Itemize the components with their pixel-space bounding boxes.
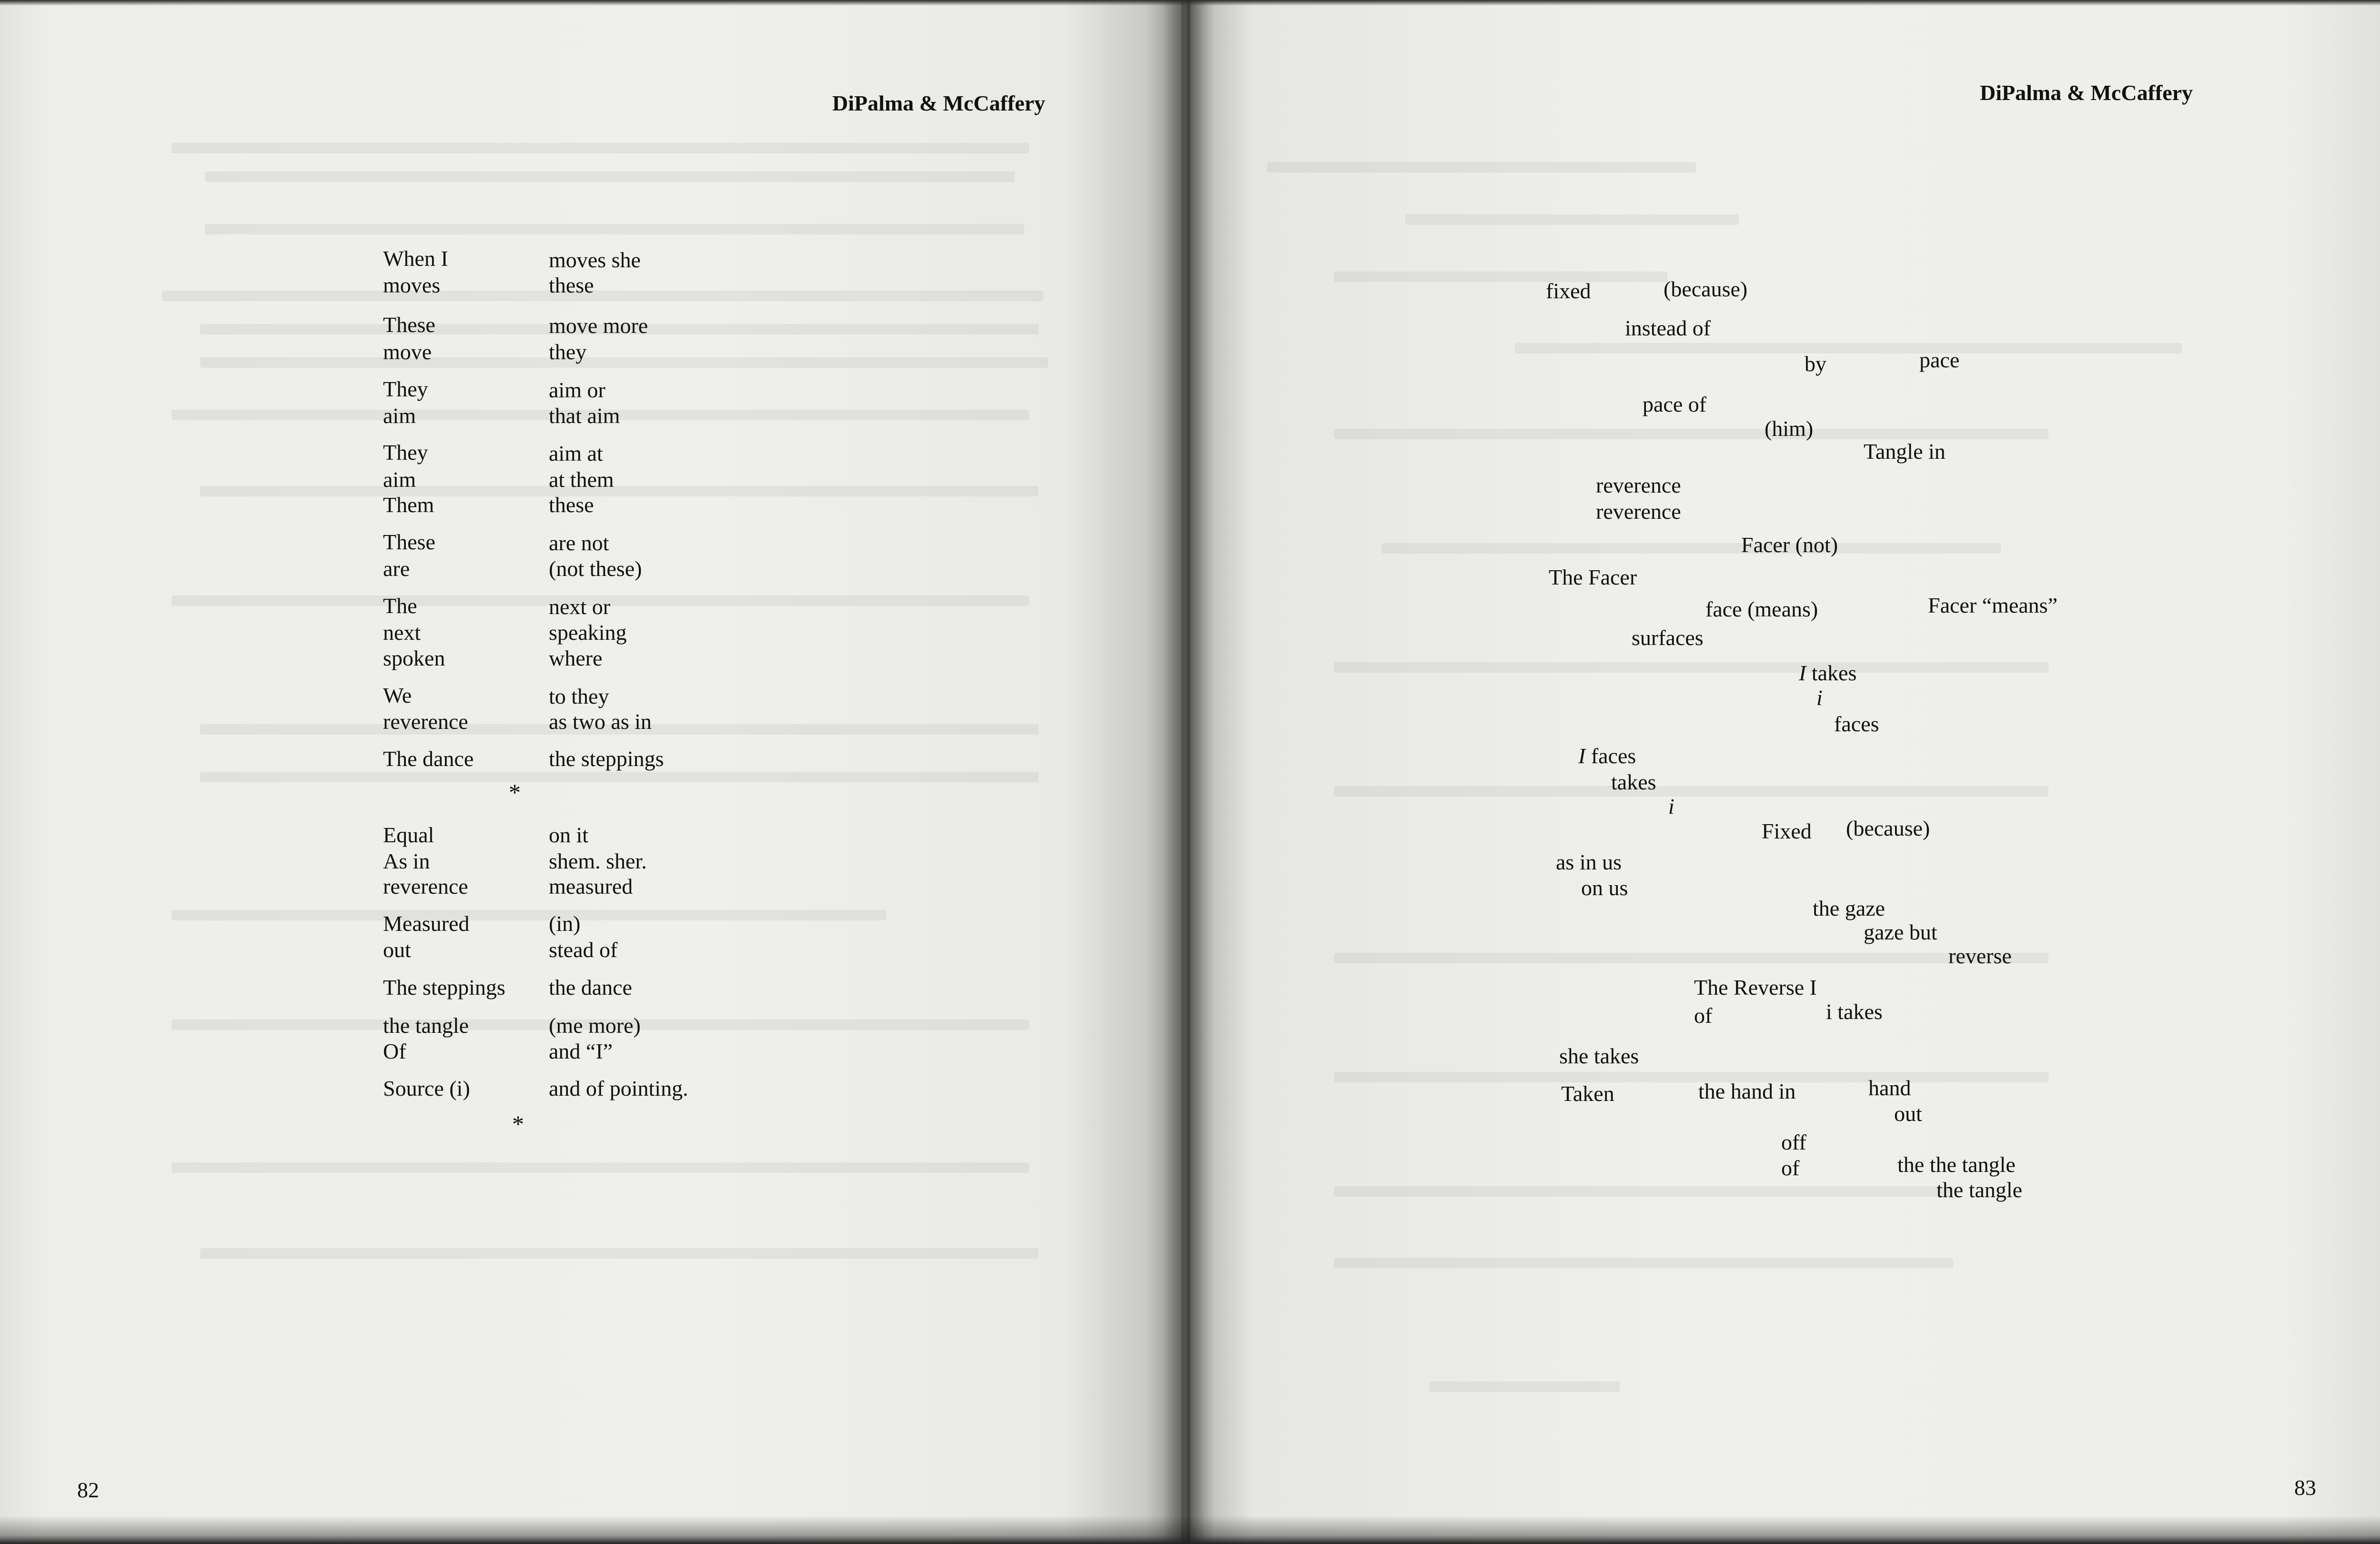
poem-line: as two as in xyxy=(549,709,652,734)
poem-word: on us xyxy=(1581,876,1628,900)
poem-word: The Facer xyxy=(1549,565,1637,589)
poem-word: out xyxy=(1894,1101,1922,1126)
show-through xyxy=(162,291,1043,301)
poem-line: at them xyxy=(549,467,614,492)
poem-line: shem. sher. xyxy=(549,849,647,873)
poem-line: move more xyxy=(549,313,648,338)
poem-line: The steppings xyxy=(383,975,505,999)
poem-word: as in us xyxy=(1556,850,1622,874)
poem-word: the tangle xyxy=(1936,1178,2023,1202)
poem-line: As in xyxy=(383,849,430,873)
poem-word: takes xyxy=(1611,770,1656,794)
poem-line: moves xyxy=(383,273,441,297)
italic-i: I xyxy=(1578,744,1586,768)
poem-line: These xyxy=(383,313,435,337)
poem-line: aim at xyxy=(549,441,603,465)
poem-line: the dance xyxy=(549,975,632,999)
poem-line: They xyxy=(383,440,428,464)
running-header: DiPalma & McCaffery xyxy=(832,91,1046,115)
poem-line: stead of xyxy=(549,938,618,962)
poem-word: pace xyxy=(1919,348,1960,372)
poem-word: surfaces xyxy=(1632,626,1704,650)
poem-line: move xyxy=(383,340,432,364)
poem-line: Of xyxy=(383,1039,406,1063)
right-page xyxy=(1181,0,2380,1544)
poem-word: reverence xyxy=(1596,499,1681,524)
poem-line: moves she xyxy=(549,248,641,272)
poem-word: hand xyxy=(1868,1076,1911,1100)
poem-line: The xyxy=(383,594,417,618)
poem-line: next or xyxy=(549,595,611,619)
poem-line: When I xyxy=(383,246,448,271)
poem-word: of xyxy=(1781,1156,1800,1180)
poem-line: speaking xyxy=(549,620,627,645)
show-through xyxy=(1267,162,1696,172)
show-through xyxy=(200,357,1048,368)
show-through xyxy=(1334,1186,1953,1197)
poem-line: The dance xyxy=(383,747,474,771)
poem-word: i xyxy=(1668,794,1674,818)
section-divider-asterisk: * xyxy=(509,779,521,806)
poem-line: (in) xyxy=(549,911,581,936)
poem-word: The Reverse I xyxy=(1694,975,1817,999)
poem-word-tail: faces xyxy=(1585,744,1636,768)
poem-line: Source (i) xyxy=(383,1076,470,1100)
show-through xyxy=(1515,343,2182,353)
show-through xyxy=(171,910,886,920)
italic-i: I xyxy=(1799,661,1806,685)
poem-word: reverse xyxy=(1948,944,2012,968)
poem-line: (me more) xyxy=(549,1013,641,1038)
show-through xyxy=(1382,543,2001,554)
section-divider-asterisk: * xyxy=(512,1110,524,1137)
poem-line: reverence xyxy=(383,709,468,734)
poem-line: that aim xyxy=(549,404,620,428)
poem-word: by xyxy=(1805,352,1826,376)
poem-line: on it xyxy=(549,823,589,847)
poem-word: i xyxy=(1816,686,1823,710)
poem-line: these xyxy=(549,273,594,297)
poem-line: where xyxy=(549,646,603,670)
show-through xyxy=(200,486,1039,496)
poem-word: Facer “means” xyxy=(1928,593,2058,617)
poem-word-tail: takes xyxy=(1806,661,1857,685)
poem-line: the steppings xyxy=(549,747,664,771)
poem-line: aim xyxy=(383,404,416,428)
poem-line: These xyxy=(383,530,435,554)
show-through xyxy=(1334,272,1667,282)
poem-line: are xyxy=(383,556,410,581)
poem-word: (because) xyxy=(1846,816,1930,840)
poem-line: Them xyxy=(383,493,434,517)
show-through xyxy=(205,224,1024,234)
poem-word: pace of xyxy=(1643,392,1707,416)
poem-word: (because) xyxy=(1664,277,1748,301)
poem-word: of xyxy=(1694,1003,1713,1028)
poem-word: off xyxy=(1781,1130,1806,1154)
poem-line: measured xyxy=(549,874,633,898)
poem-line: they xyxy=(549,340,587,364)
show-through xyxy=(200,772,1039,782)
poem-line: are not xyxy=(549,531,609,555)
show-through xyxy=(1334,429,2048,439)
poem-line: these xyxy=(549,493,594,517)
show-through xyxy=(200,1248,1039,1259)
show-through xyxy=(1334,1072,2048,1082)
show-through xyxy=(1334,1258,1953,1268)
show-through xyxy=(171,143,1029,153)
page-number: 83 xyxy=(2294,1475,2316,1500)
poem-line: (not these) xyxy=(549,556,642,581)
show-through xyxy=(1334,786,2048,797)
poem-word: reverence xyxy=(1596,473,1681,497)
poem-word: face (means) xyxy=(1705,597,1818,621)
poem-word: instead of xyxy=(1625,316,1711,340)
show-through xyxy=(1429,1382,1620,1392)
poem-line: reverence xyxy=(383,874,468,898)
poem-word: Taken xyxy=(1561,1081,1614,1106)
left-page xyxy=(0,0,1181,1544)
show-through xyxy=(1405,214,1739,225)
poem-line: the tangle xyxy=(383,1013,469,1038)
show-through xyxy=(171,1162,1029,1173)
poem-line: spoken xyxy=(383,646,445,670)
poem-line: out xyxy=(383,938,411,962)
poem-line: Equal xyxy=(383,823,434,847)
poem-word: Facer (not) xyxy=(1741,533,1838,557)
poem-word: the gaze xyxy=(1813,896,1885,920)
poem-line: aim or xyxy=(549,378,605,402)
poem-line: Measured xyxy=(383,911,470,936)
poem-word: i takes xyxy=(1826,999,1883,1024)
poem-word xyxy=(1799,660,1856,686)
poem-line: to they xyxy=(549,684,609,708)
poem-word: faces xyxy=(1834,712,1879,736)
poem-line: and “I” xyxy=(549,1039,613,1063)
poem-word: (him) xyxy=(1765,416,1814,441)
poem-line: aim xyxy=(383,467,416,492)
poem-word: Tangle in xyxy=(1864,439,1946,464)
poem-word: Fixed xyxy=(1762,819,1812,843)
poem-word: the the tangle xyxy=(1897,1152,2016,1177)
poem-word: fixed xyxy=(1546,279,1591,303)
page-number: 82 xyxy=(77,1478,99,1502)
poem-word: the hand in xyxy=(1698,1079,1796,1103)
poem-word: gaze but xyxy=(1864,920,1937,944)
poem-line: and of pointing. xyxy=(549,1076,688,1100)
show-through xyxy=(1334,953,2048,963)
poem-line: We xyxy=(383,683,412,707)
show-through xyxy=(1334,662,2048,673)
poem-word: she takes xyxy=(1559,1044,1639,1068)
poem-line: They xyxy=(383,377,428,401)
show-through xyxy=(205,172,1015,182)
poem-line: next xyxy=(383,620,421,645)
running-header: DiPalma & McCaffery xyxy=(1980,81,2193,105)
poem-word xyxy=(1578,743,1636,769)
